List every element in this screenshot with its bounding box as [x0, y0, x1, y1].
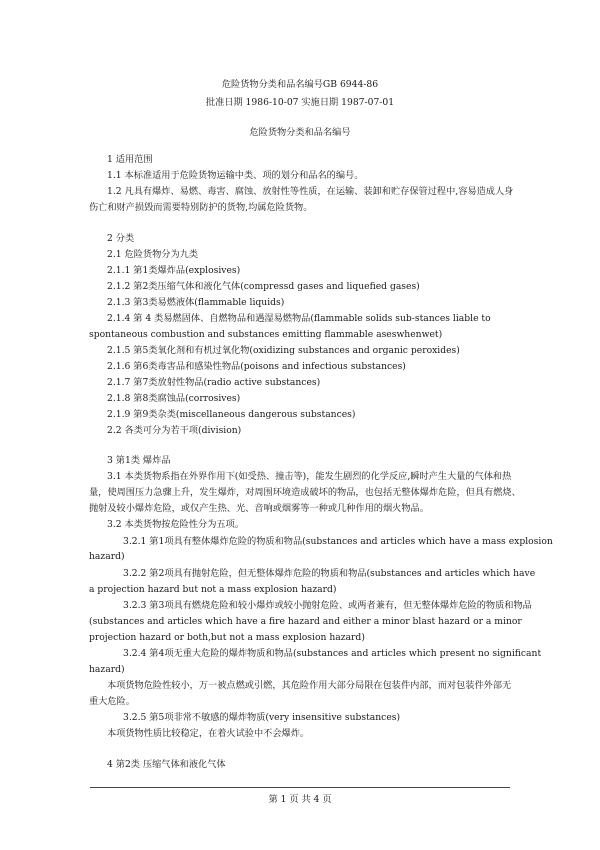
- list-item: 3.2.5 第5项非常不敏感的爆炸物质(very insensitive substances): [123, 712, 401, 723]
- list-item-continuation: a projection hazard but not a mass explosion hazard): [89, 584, 337, 595]
- paragraph-line: 伤亡和财产损毁而需要特别防护的货物,均属危险货物。: [89, 202, 313, 213]
- page-number: 第 1 页 共 4 页: [268, 794, 332, 805]
- list-item: 3.2.3 第3项具有燃烧危险和较小爆炸或较小抛射危险、或两者兼有，但无整体爆炸危险的物质和物品: [123, 600, 532, 611]
- paragraph-line: 1.1 本标准适用于危险货物运输中类、项的划分和品名的编号。: [107, 170, 364, 181]
- section-heading: 2 分类: [107, 233, 135, 244]
- list-item: 2.1.5 第5类氧化剂和有机过氧化物(oxidizing substances and organic peroxides): [107, 345, 460, 356]
- list-item-continuation: (substances and articles which have a fire hazard and either a minor blast hazard or a minor: [89, 616, 522, 627]
- paragraph-line: 抛射及较小爆炸危险，或仅产生热、光、音响或烟雾等一种或几种作用的烟火物品。: [89, 503, 429, 514]
- paragraph-line: 本项货物性质比较稳定，在着火试验中不会爆炸。: [107, 728, 310, 739]
- list-item: 2.1.1 第1类爆炸品(explosives): [107, 265, 241, 276]
- list-item: 2.1.6 第6类毒害品和感染性物品(poisons and infectious substances): [107, 361, 406, 372]
- footer-divider: [90, 787, 510, 788]
- standard-title: 危险货物分类和品名编号GB 6944-86: [221, 79, 379, 90]
- paragraph-line: 本项货物危险性较小，万一被点燃或引燃，其危险作用大部分局限在包装件内部，而对包装件外部无: [107, 680, 512, 691]
- list-item: 3.2.4 第4项无重大危险的爆炸物质和物品(substances and articles which present no significant: [123, 648, 542, 659]
- paragraph-line: 1.2 凡具有爆炸、易燃、毒害、腐蚀、放射性等性质，在运输、装卸和贮存保管过程中,容易造成人身: [107, 186, 514, 197]
- list-item-continuation: projection hazard or both,but not a mass explosion hazard): [89, 632, 365, 643]
- paragraph-line: 2.1 危险货物分为九类: [107, 249, 199, 260]
- paragraph-line: 2.2 各类可分为若干项(division): [107, 425, 242, 436]
- list-item: 2.1.8 第8类腐蚀品(corrosives): [107, 393, 241, 404]
- paragraph-line: 量，使周围压力急骤上升，发生爆炸，对周围环境造成破坏的物品，也包括无整体爆炸危险，但具有燃烧、: [89, 487, 521, 498]
- list-item: 3.2.1 第1项具有整体爆炸危险的物质和物品(substances and articles which have a mass explosion: [123, 536, 553, 547]
- section-heading: 3 第1类 爆炸品: [107, 455, 171, 466]
- list-item-continuation: hazard): [89, 664, 125, 675]
- document-title: 危险货物分类和品名编号: [249, 127, 351, 138]
- list-item: 3.2.2 第2项具有抛射危险，但无整体爆炸危险的物质和物品(substances and articles which have: [123, 568, 536, 579]
- section-heading: 4 第2类 压缩气体和液化气体: [107, 759, 226, 770]
- list-item-continuation: spontaneous combustion and substances emitting flammable aseswhenwet): [89, 329, 443, 340]
- list-item: 2.1.4 第 4 类易燃固体、自燃物品和遇湿易燃物品(flammable solids sub-stances liable to: [107, 313, 491, 324]
- approval-dates: 批准日期 1986-10-07 实施日期 1987-07-01: [205, 97, 395, 108]
- paragraph-line: 3.2 本类货物按危险性分为五项。: [107, 519, 244, 530]
- list-item: 2.1.7 第7类放射性物品(radio active substances): [107, 377, 321, 388]
- list-item: 2.1.2 第2类压缩气体和液化气体(compressd gases and liquefied gases): [107, 281, 420, 292]
- list-item-continuation: hazard): [89, 551, 125, 562]
- list-item: 2.1.9 第9类杂类(miscellaneous dangerous substances): [107, 409, 356, 420]
- list-item: 2.1.3 第3类易燃液体(flammable liquids): [107, 297, 285, 308]
- paragraph-line: 3.1 本类货物系指在外界作用下(如受热、撞击等)，能发生剧烈的化学反应,瞬时产生大量的气体和热: [107, 471, 512, 482]
- paragraph-line: 重大危险。: [89, 696, 135, 707]
- section-heading: 1 适用范围: [107, 154, 153, 165]
